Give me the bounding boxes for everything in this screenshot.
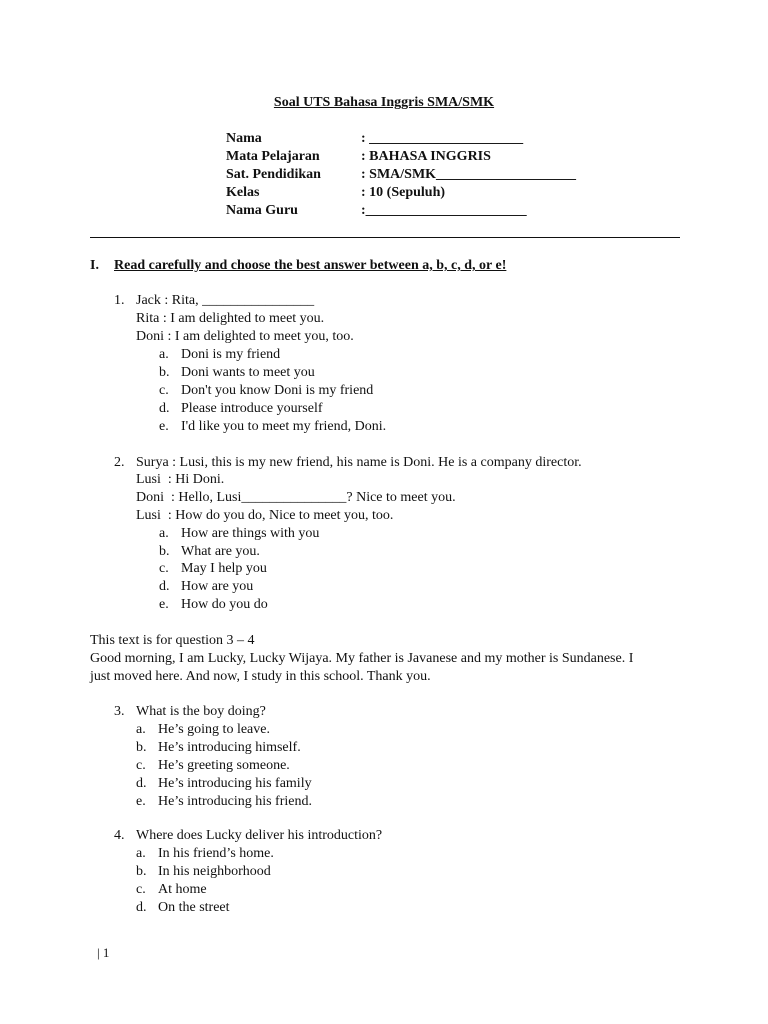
q4-option-text: On the street	[158, 900, 230, 915]
q3-option-text: He’s going to leave.	[158, 722, 270, 737]
q1-number: 1.	[114, 293, 125, 308]
header-label-nama-guru: Nama Guru	[226, 203, 298, 218]
q3-option-letter: b.	[136, 740, 147, 755]
q4-question: Where does Lucky deliver his introduction?	[136, 828, 383, 843]
header-divider	[90, 237, 680, 238]
q1-option-text: Doni is my friend	[181, 347, 281, 362]
q1-option-text: Please introduce yourself	[181, 401, 323, 416]
q2-option-text: How are you	[181, 579, 254, 594]
q4-number: 4.	[114, 828, 125, 843]
q1-line: Doni : I am delighted to meet you, too.	[136, 329, 354, 344]
q3-option-letter: d.	[136, 776, 147, 791]
q1-option-letter: e.	[159, 419, 169, 434]
q4-option-text: At home	[158, 882, 207, 897]
passage-intro: This text is for question 3 – 4	[90, 633, 255, 648]
q4-option-letter: a.	[136, 846, 146, 861]
q3-option-letter: c.	[136, 758, 146, 773]
passage-text: Good morning, I am Lucky, Lucky Wijaya. My father is Javanese and my mother is Sundanese. I	[90, 651, 634, 666]
q2-option-letter: d.	[159, 579, 170, 594]
q2-option-text: What are you.	[181, 544, 260, 559]
q2-number: 2.	[114, 455, 125, 470]
q3-option-letter: a.	[136, 722, 146, 737]
q1-option-text: Don't you know Doni is my friend	[181, 383, 374, 398]
q1-line: Jack : Rita, ________________	[136, 293, 315, 308]
q4-option-letter: d.	[136, 900, 147, 915]
header-value-sat-pendidikan: : SMA/SMK____________________	[361, 167, 577, 182]
q2-line: Lusi : Hi Doni.	[136, 472, 225, 487]
page-number: | 1	[97, 945, 110, 960]
section-instruction: Read carefully and choose the best answer between a, b, c, d, or e!	[114, 258, 507, 273]
q1-option-letter: b.	[159, 365, 170, 380]
page-title: Soal UTS Bahasa Inggris SMA/SMK	[273, 95, 495, 110]
q3-option-text: He’s greeting someone.	[158, 758, 290, 773]
q2-option-letter: c.	[159, 561, 169, 576]
q2-option-letter: e.	[159, 597, 169, 612]
passage-text: just moved here. And now, I study in this school. Thank you.	[90, 669, 431, 684]
q4-option-letter: b.	[136, 864, 147, 879]
q3-option-text: He’s introducing his family	[158, 776, 312, 791]
q3-number: 3.	[114, 704, 125, 719]
q1-option-letter: d.	[159, 401, 170, 416]
q2-option-text: May I help you	[181, 561, 267, 576]
q3-option-letter: e.	[136, 794, 146, 809]
q3-option-text: He’s introducing himself.	[158, 740, 301, 755]
q4-option-text: In his friend’s home.	[158, 846, 274, 861]
q2-line: Doni : Hello, Lusi_______________? Nice to meet you.	[136, 490, 456, 505]
header-value-nama: : ______________________	[361, 131, 524, 146]
header-label-nama: Nama	[226, 131, 262, 146]
header-value-nama-guru: :_______________________	[361, 203, 527, 218]
header-value-kelas: : 10 (Sepuluh)	[361, 185, 446, 200]
q2-line: Lusi : How do you do, Nice to meet you, too.	[136, 508, 394, 523]
q2-line: Surya : Lusi, this is my new friend, his name is Doni. He is a company director.	[136, 455, 582, 470]
q1-option-letter: a.	[159, 347, 169, 362]
header-label-sat-pendidikan: Sat. Pendidikan	[226, 167, 321, 182]
q2-option-letter: b.	[159, 544, 170, 559]
section-number: I.	[90, 258, 99, 273]
q2-option-letter: a.	[159, 526, 169, 541]
q3-question: What is the boy doing?	[136, 704, 266, 719]
header-label-kelas: Kelas	[226, 185, 260, 200]
header-label-mata-pelajaran: Mata Pelajaran	[226, 149, 320, 164]
q1-line: Rita : I am delighted to meet you.	[136, 311, 325, 326]
q1-option-text: Doni wants to meet you	[181, 365, 315, 380]
q1-option-text: I'd like you to meet my friend, Doni.	[181, 419, 387, 434]
q4-option-text: In his neighborhood	[158, 864, 271, 879]
q1-option-letter: c.	[159, 383, 169, 398]
q2-option-text: How are things with you	[181, 526, 320, 541]
q4-option-letter: c.	[136, 882, 146, 897]
q3-option-text: He’s introducing his friend.	[158, 794, 312, 809]
header-value-mata-pelajaran: : BAHASA INGGRIS	[361, 149, 491, 164]
q2-option-text: How do you do	[181, 597, 268, 612]
